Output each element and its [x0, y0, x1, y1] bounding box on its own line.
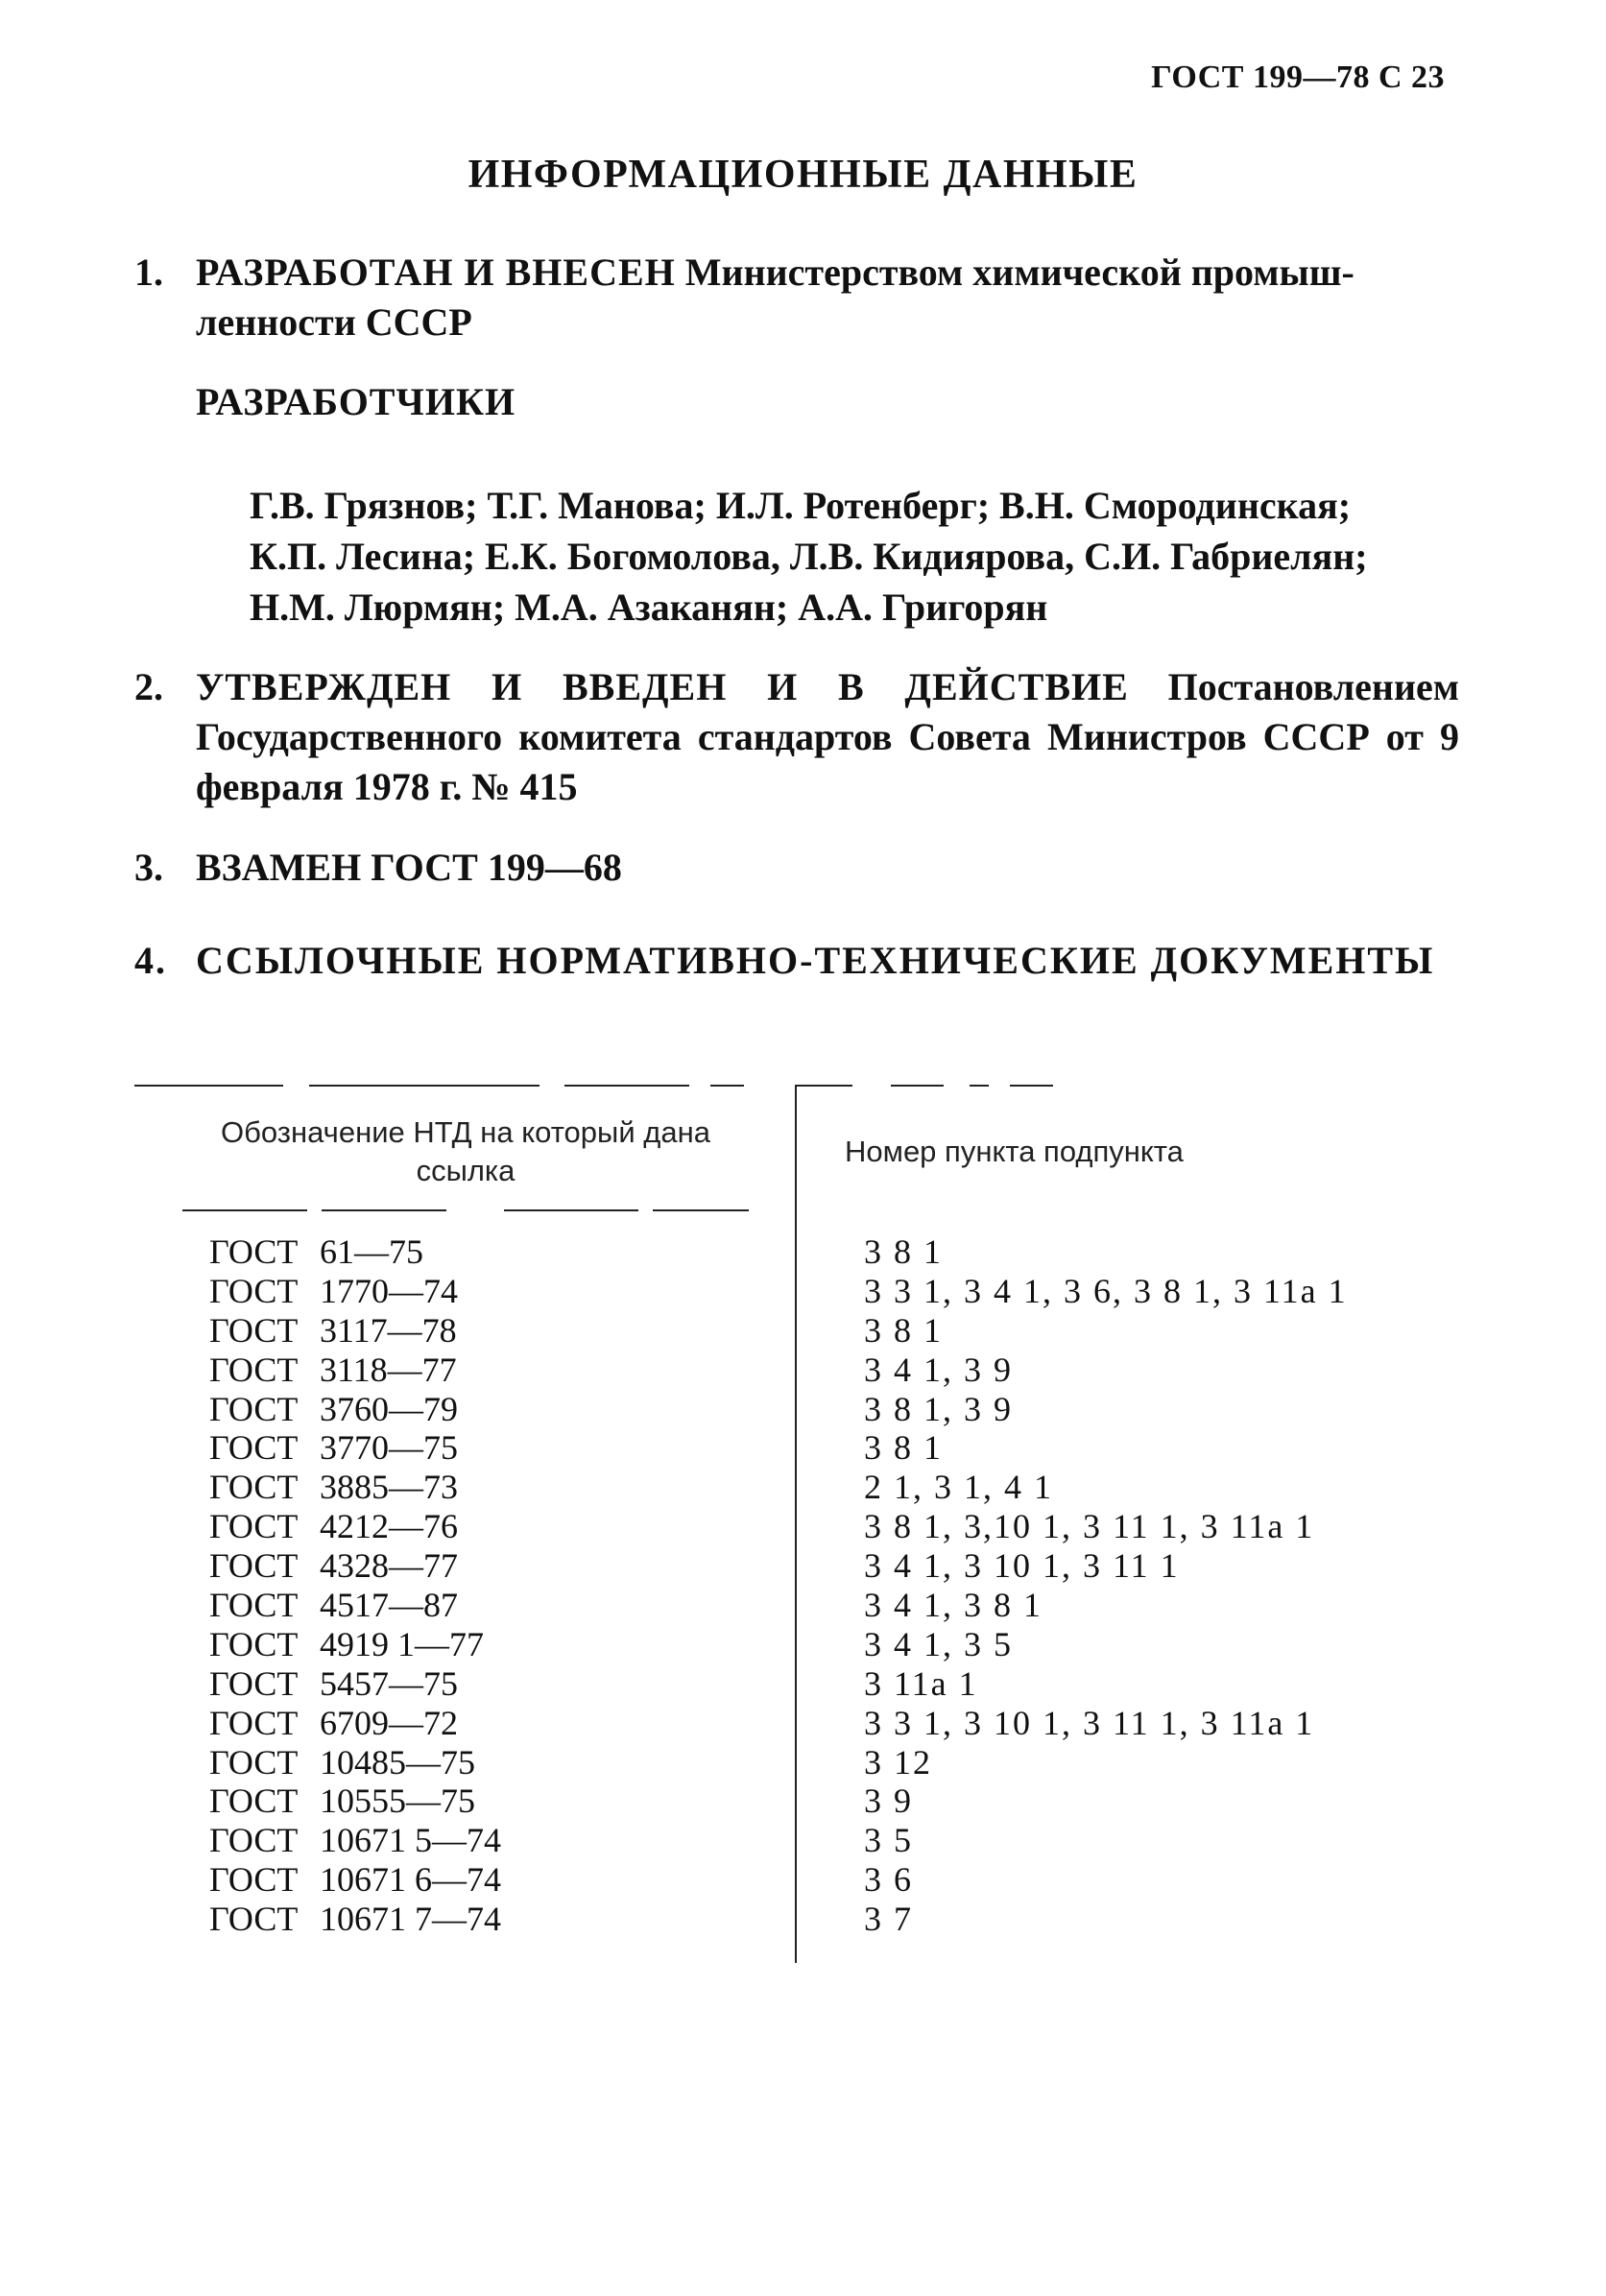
table-header-rule [504, 1209, 638, 1211]
document-designation: ГОСТ 3117—78 [209, 1310, 457, 1350]
table-header-rule [653, 1209, 749, 1211]
document-designation: ГОСТ 4328—77 [209, 1546, 458, 1586]
document-designation: ГОСТ 4212—76 [209, 1507, 458, 1546]
section-2-number: 2. [134, 665, 163, 708]
table-top-rule [1010, 1085, 1053, 1087]
section-4-text: ССЫЛОЧНЫЕ НОРМАТИВНО-ТЕХНИЧЕСКИЕ ДОКУМЕНТЫ [196, 939, 1435, 982]
developers-line: Н.М. Люрмян; М.А. Азаканян; А.А. Григорян [250, 586, 1048, 629]
document-designation: ГОСТ 10671 6—74 [209, 1860, 501, 1900]
clause-reference: 3 8 1 [864, 1310, 943, 1350]
clause-reference: 3 4 1, 3 10 1, 3 11 1 [864, 1546, 1180, 1586]
developers-heading: РАЗРАБОТЧИКИ [196, 380, 516, 423]
document-designation: ГОСТ 4517—87 [209, 1586, 458, 1625]
clause-reference: 3 4 1, 3 5 [864, 1624, 1013, 1663]
reference-table [134, 1075, 1348, 1958]
table-top-rule [710, 1085, 744, 1087]
clause-reference: 3 4 1, 3 9 [864, 1350, 1013, 1389]
section-2-text: Постановлением Государственного комитета стандартов Совета Министров СССР от 9 февраля 1978 г. № 415 [196, 665, 1459, 808]
section-1-text-line2: ленности СССР [196, 300, 472, 344]
section-4 [134, 936, 1459, 986]
document-designation: ГОСТ 6709—72 [209, 1703, 458, 1742]
clause-reference: 3 11а 1 [864, 1663, 978, 1703]
document-designation: ГОСТ 3770—75 [209, 1428, 458, 1468]
table-row [134, 1821, 1286, 1860]
section-1-body [196, 248, 1459, 347]
developers-list [250, 480, 1459, 633]
table-top-rule [564, 1085, 689, 1087]
document-title: ИНФОРМАЦИОННЫЕ ДАННЫЕ [467, 153, 1139, 197]
clause-reference: 3 3 1, 3 10 1, 3 11 1, 3 11а 1 [864, 1703, 1315, 1742]
section-1-lead: РАЗРАБОТАН И ВНЕСЕН [196, 251, 676, 294]
clause-reference: 2 1, 3 1, 4 1 [864, 1468, 1053, 1507]
clause-reference: 3 9 [864, 1782, 913, 1821]
table-row [134, 1743, 1286, 1782]
table-row [134, 1468, 1286, 1507]
table-header-rule [322, 1209, 446, 1211]
document-designation: ГОСТ 10671 5—74 [209, 1821, 501, 1860]
developers-line: Г.В. Грязнов; Т.Г. Манова; И.Л. Ротенберг; В.Н. Смородинская; [250, 484, 1352, 527]
document-designation: ГОСТ 3885—73 [209, 1468, 458, 1507]
clause-reference: 3 7 [864, 1900, 913, 1939]
section-3-text: ВЗАМЕН ГОСТ 199—68 [196, 846, 622, 889]
clause-reference: 3 6 [864, 1860, 913, 1900]
table-row [134, 1546, 1286, 1586]
page-header: ГОСТ 199—78 С 23 [1151, 60, 1445, 95]
table-header-rule [182, 1209, 307, 1211]
clause-reference: 3 8 1 [864, 1232, 943, 1271]
section-2-body [196, 662, 1459, 812]
document-designation: ГОСТ 3760—79 [209, 1389, 458, 1428]
table-row [134, 1428, 1286, 1468]
clause-reference: 3 12 [864, 1742, 932, 1782]
section-1 [134, 248, 1459, 347]
developers-line: К.П. Лесина; Е.К. Богомолова, Л.В. Кидиярова, С.И. Габриелян; [250, 535, 1368, 578]
table-top-rule [970, 1085, 989, 1087]
clause-reference: 3 3 1, 3 4 1, 3 6, 3 8 1, 3 11а 1 [864, 1271, 1348, 1310]
clause-reference: 3 8 1 [864, 1428, 943, 1468]
table-row [134, 1351, 1286, 1390]
section-1-text-line1: Министерством химической промыш- [684, 251, 1354, 294]
table-top-rule [134, 1085, 283, 1087]
table-row [134, 1782, 1286, 1821]
table-top-rule [309, 1085, 539, 1087]
document-designation: ГОСТ 5457—75 [209, 1663, 458, 1703]
section-3-number: 3. [134, 846, 163, 889]
column-header-document: Обозначение НТД на который дана ссылка [221, 1115, 710, 1187]
table-top-rule [891, 1085, 944, 1087]
table-row [134, 1507, 1315, 1546]
table-body [134, 1232, 1348, 1939]
table-row [134, 1586, 1286, 1625]
document-designation: ГОСТ 4919 1—77 [209, 1624, 484, 1663]
section-2-lead: УТВЕРЖДЕН И ВВЕДЕН И В ДЕЙСТВИЕ [196, 665, 1129, 708]
document-designation: ГОСТ 61—75 [209, 1232, 423, 1271]
document-designation: ГОСТ 1770—74 [209, 1271, 458, 1310]
section-3 [134, 843, 1459, 893]
document-designation: ГОСТ 10555—75 [209, 1782, 475, 1821]
table-row [134, 1271, 1348, 1311]
table-row [134, 1311, 1286, 1351]
document-designation: ГОСТ 3118—77 [209, 1350, 457, 1389]
clause-reference: 3 4 1, 3 8 1 [864, 1586, 1043, 1625]
table-row [134, 1232, 1286, 1272]
column-header-clause: Номер пункта подпункта [845, 1135, 1184, 1168]
table-row [134, 1860, 1286, 1900]
document-designation: ГОСТ 10485—75 [209, 1742, 475, 1782]
table-top-rule [795, 1085, 852, 1087]
table-row [134, 1900, 1286, 1939]
table-row [134, 1664, 1286, 1704]
section-1-number: 1. [134, 251, 163, 294]
document-designation: ГОСТ 10671 7—74 [209, 1900, 501, 1939]
section-2 [134, 662, 1459, 812]
clause-reference: 3 8 1, 3,10 1, 3 11 1, 3 11а 1 [864, 1507, 1315, 1546]
table-row [134, 1703, 1315, 1743]
table-row [134, 1625, 1286, 1664]
table-row [134, 1390, 1286, 1429]
clause-reference: 3 5 [864, 1821, 913, 1860]
clause-reference: 3 8 1, 3 9 [864, 1389, 1013, 1428]
section-4-number: 4. [134, 939, 167, 982]
